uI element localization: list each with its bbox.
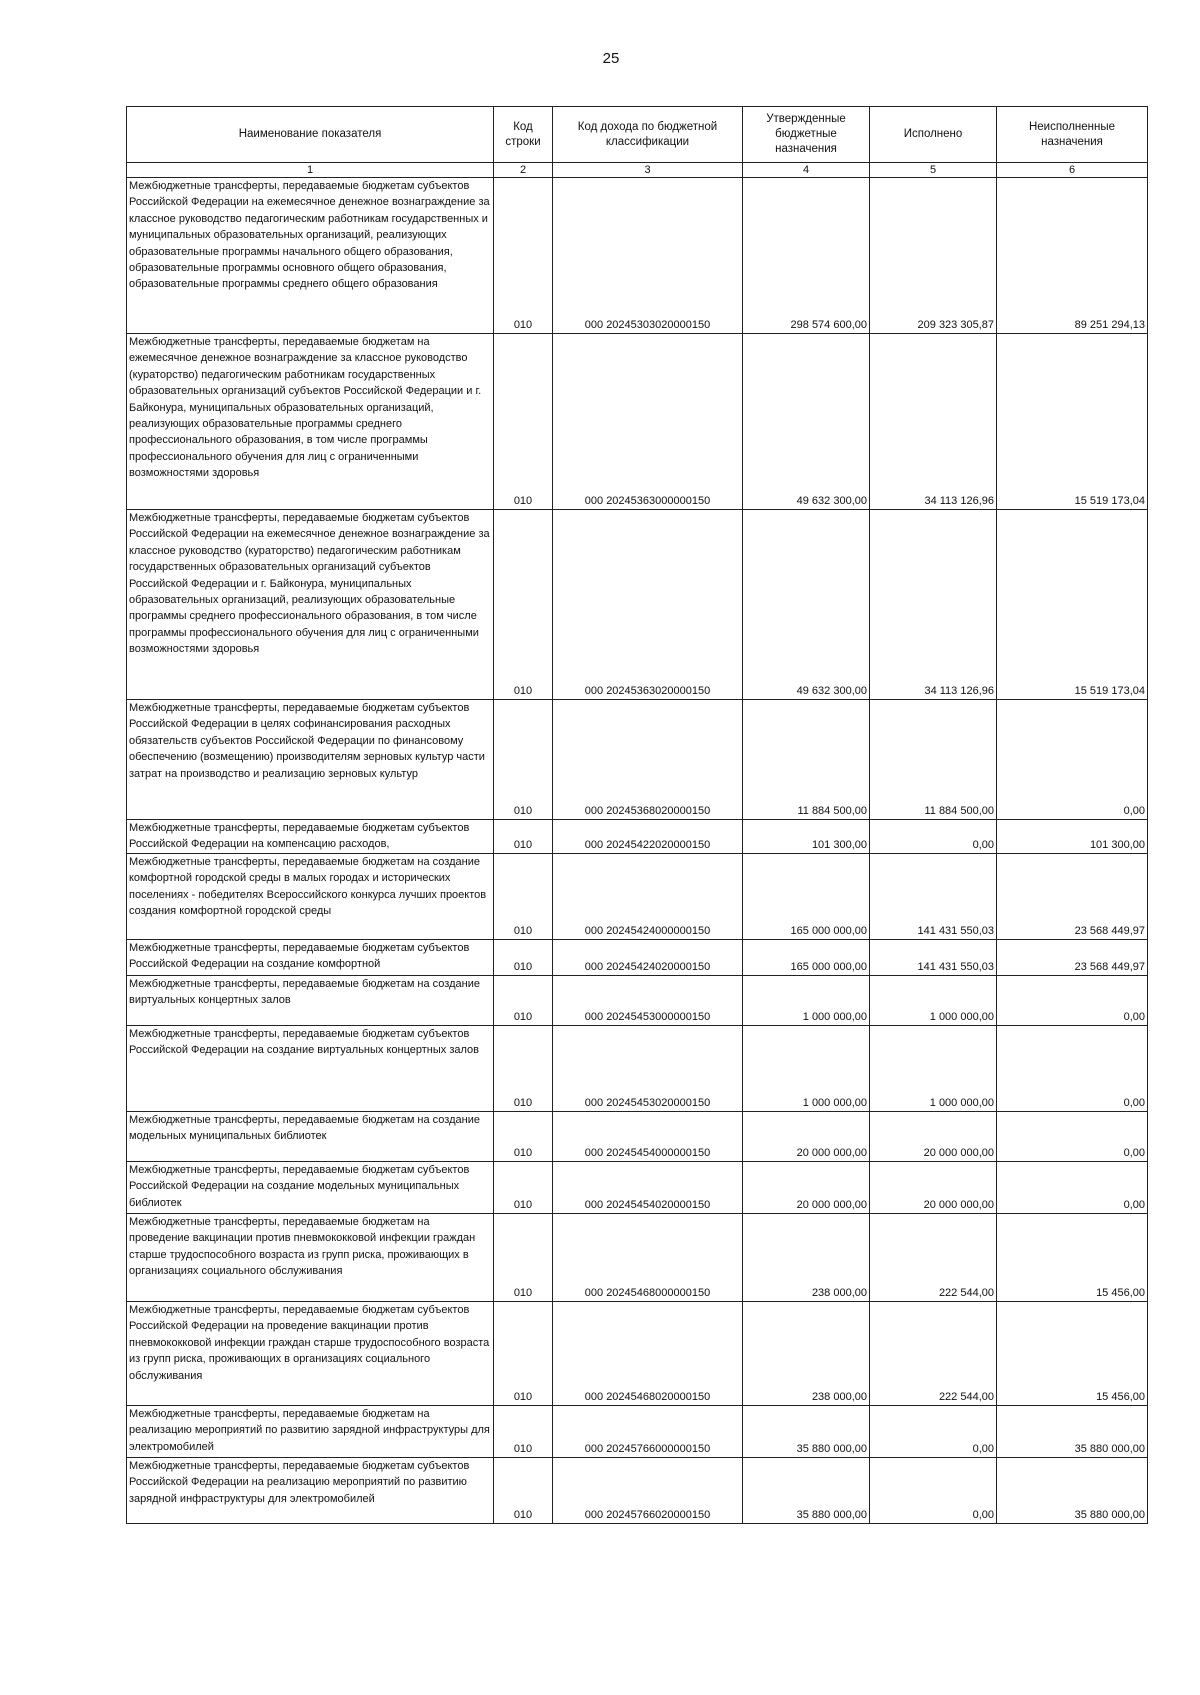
row-line-code: 010 bbox=[494, 1214, 553, 1302]
row-name: Межбюджетные трансферты, передаваемые бюджетам субъектов Российской Федерации на проведение вакцинации против пневмококковой инфекции граждан старше трудоспособного возраста из групп риска, проживающих в организациях социального обслуживания bbox=[127, 1302, 494, 1406]
row-unexecuted: 23 568 449,97 bbox=[997, 940, 1148, 976]
row-income-code: 000 20245468020000150 bbox=[553, 1302, 743, 1406]
row-approved: 238 000,00 bbox=[743, 1302, 870, 1406]
row-unexecuted: 35 880 000,00 bbox=[997, 1406, 1148, 1458]
row-unexecuted: 0,00 bbox=[997, 1026, 1148, 1112]
table-row bbox=[127, 1302, 1148, 1406]
row-income-code: 000 20245422020000150 bbox=[553, 820, 743, 854]
row-unexecuted: 35 880 000,00 bbox=[997, 1458, 1148, 1524]
table-row bbox=[127, 1458, 1148, 1524]
row-line-code: 010 bbox=[494, 1302, 553, 1406]
row-executed: 11 884 500,00 bbox=[870, 700, 997, 820]
row-unexecuted: 0,00 bbox=[997, 1112, 1148, 1162]
row-unexecuted: 15 456,00 bbox=[997, 1214, 1148, 1302]
row-income-code: 000 20245453000000150 bbox=[553, 976, 743, 1026]
row-approved: 20 000 000,00 bbox=[743, 1112, 870, 1162]
row-name: Межбюджетные трансферты, передаваемые бюджетам на создание модельных муниципальных библиотек bbox=[127, 1112, 494, 1162]
header-line-code: Код строки bbox=[494, 107, 553, 163]
row-executed: 34 113 126,96 bbox=[870, 334, 997, 510]
row-executed: 1 000 000,00 bbox=[870, 1026, 997, 1112]
row-approved: 20 000 000,00 bbox=[743, 1162, 870, 1214]
row-unexecuted: 0,00 bbox=[997, 700, 1148, 820]
table-row bbox=[127, 1214, 1148, 1302]
table-row bbox=[127, 510, 1148, 700]
row-approved: 165 000 000,00 bbox=[743, 854, 870, 940]
budget-execution-table bbox=[126, 106, 1148, 1524]
table-row bbox=[127, 820, 1148, 854]
row-name: Межбюджетные трансферты, передаваемые бюджетам субъектов Российской Федерации в целях софинансирования расходных обязательств субъектов Российской Федерации по финансовому обеспечению (возмещению) производителям зерновых культур части затрат на производство и реализацию зерновых культур bbox=[127, 700, 494, 820]
row-unexecuted: 101 300,00 bbox=[997, 820, 1148, 854]
row-unexecuted: 23 568 449,97 bbox=[997, 854, 1148, 940]
table-header-row bbox=[127, 107, 1148, 163]
row-line-code: 010 bbox=[494, 1458, 553, 1524]
row-executed: 222 544,00 bbox=[870, 1302, 997, 1406]
table-row bbox=[127, 976, 1148, 1026]
row-name: Межбюджетные трансферты, передаваемые бюджетам на создание комфортной городской среды в малых городах и исторических поселениях - победителях Всероссийского конкурса лучших проектов создания комфортной городской среды bbox=[127, 854, 494, 940]
row-approved: 35 880 000,00 bbox=[743, 1458, 870, 1524]
row-income-code: 000 20245454000000150 bbox=[553, 1112, 743, 1162]
row-name: Межбюджетные трансферты, передаваемые бюджетам на проведение вакцинации против пневмококковой инфекции граждан старше трудоспособного возраста из групп риска, проживающих в организациях социального обслуживания bbox=[127, 1214, 494, 1302]
table-row bbox=[127, 700, 1148, 820]
row-income-code: 000 20245363020000150 bbox=[553, 510, 743, 700]
table-row bbox=[127, 1406, 1148, 1458]
row-approved: 165 000 000,00 bbox=[743, 940, 870, 976]
header-executed: Исполнено bbox=[870, 107, 997, 163]
column-number: 2 bbox=[494, 163, 553, 178]
row-line-code: 010 bbox=[494, 854, 553, 940]
row-name: Межбюджетные трансферты, передаваемые бюджетам субъектов Российской Федерации на создание комфортной bbox=[127, 940, 494, 976]
column-number: 6 bbox=[997, 163, 1148, 178]
row-line-code: 010 bbox=[494, 1026, 553, 1112]
row-income-code: 000 20245424000000150 bbox=[553, 854, 743, 940]
row-name: Межбюджетные трансферты, передаваемые бюджетам субъектов Российской Федерации на реализацию мероприятий по развитию зарядной инфраструктуры для электромобилей bbox=[127, 1458, 494, 1524]
row-name: Межбюджетные трансферты, передаваемые бюджетам субъектов Российской Федерации на создание виртуальных концертных залов bbox=[127, 1026, 494, 1112]
table-row bbox=[127, 1112, 1148, 1162]
row-line-code: 010 bbox=[494, 510, 553, 700]
table-row bbox=[127, 1162, 1148, 1214]
column-number: 3 bbox=[553, 163, 743, 178]
column-number: 4 bbox=[743, 163, 870, 178]
row-line-code: 010 bbox=[494, 976, 553, 1026]
row-unexecuted: 15 519 173,04 bbox=[997, 510, 1148, 700]
row-income-code: 000 20245424020000150 bbox=[553, 940, 743, 976]
row-executed: 20 000 000,00 bbox=[870, 1162, 997, 1214]
row-approved: 238 000,00 bbox=[743, 1214, 870, 1302]
column-number: 5 bbox=[870, 163, 997, 178]
row-line-code: 010 bbox=[494, 334, 553, 510]
row-line-code: 010 bbox=[494, 1406, 553, 1458]
row-unexecuted: 89 251 294,13 bbox=[997, 178, 1148, 334]
row-executed: 222 544,00 bbox=[870, 1214, 997, 1302]
row-line-code: 010 bbox=[494, 700, 553, 820]
table-row bbox=[127, 1026, 1148, 1112]
row-approved: 1 000 000,00 bbox=[743, 976, 870, 1026]
header-income-code: Код дохода по бюджетной классификации bbox=[553, 107, 743, 163]
row-approved: 101 300,00 bbox=[743, 820, 870, 854]
table-row bbox=[127, 940, 1148, 976]
row-income-code: 000 20245303020000150 bbox=[553, 178, 743, 334]
table-row bbox=[127, 178, 1148, 334]
row-income-code: 000 20245468000000150 bbox=[553, 1214, 743, 1302]
row-unexecuted: 15 456,00 bbox=[997, 1302, 1148, 1406]
row-line-code: 010 bbox=[494, 1162, 553, 1214]
row-approved: 11 884 500,00 bbox=[743, 700, 870, 820]
row-executed: 209 323 305,87 bbox=[870, 178, 997, 334]
column-number-row bbox=[127, 163, 1148, 178]
row-income-code: 000 20245766000000150 bbox=[553, 1406, 743, 1458]
column-number: 1 bbox=[127, 163, 494, 178]
row-executed: 141 431 550,03 bbox=[870, 940, 997, 976]
row-unexecuted: 0,00 bbox=[997, 1162, 1148, 1214]
row-name: Межбюджетные трансферты, передаваемые бюджетам субъектов Российской Федерации на компенсацию расходов, bbox=[127, 820, 494, 854]
row-executed: 20 000 000,00 bbox=[870, 1112, 997, 1162]
row-name: Межбюджетные трансферты, передаваемые бюджетам субъектов Российской Федерации на ежемесячное денежное вознаграждение за классное руководство (кураторство) педагогическим работникам государственных образовательных организаций субъектов Российской Федерации и г. Байконура, муниципальных образовательных организаций, реализующих образовательные программы среднего профессионального образования, в том числе программы профессионального обучения для лиц с ограниченными возможностями здоровья bbox=[127, 510, 494, 700]
page-number: 25 bbox=[602, 50, 620, 67]
row-approved: 298 574 600,00 bbox=[743, 178, 870, 334]
row-executed: 0,00 bbox=[870, 820, 997, 854]
header-unexecuted: Неисполненные назначения bbox=[997, 107, 1148, 163]
row-name: Межбюджетные трансферты, передаваемые бюджетам субъектов Российской Федерации на ежемесячное денежное вознаграждение за классное руководство педагогическим работникам государственных и муниципальных образовательных организаций, реализующих образовательные программы начального общего образования, образовательные программы основного общего образования, образовательные программы среднего общего образования bbox=[127, 178, 494, 334]
row-unexecuted: 15 519 173,04 bbox=[997, 334, 1148, 510]
row-unexecuted: 0,00 bbox=[997, 976, 1148, 1026]
row-income-code: 000 20245363000000150 bbox=[553, 334, 743, 510]
header-approved: Утвержденные бюджетные назначения bbox=[743, 107, 870, 163]
row-executed: 141 431 550,03 bbox=[870, 854, 997, 940]
row-executed: 34 113 126,96 bbox=[870, 510, 997, 700]
row-name: Межбюджетные трансферты, передаваемые бюджетам на ежемесячное денежное вознаграждение за классное руководство (кураторство) педагогическим работникам государственных образовательных организаций субъектов Российской Федерации и г. Байконура, муниципальных образовательных организаций, реализующих образовательные программы среднего профессионального образования, в том числе программы профессионального обучения для лиц с ограниченными возможностями здоровья bbox=[127, 334, 494, 510]
row-approved: 1 000 000,00 bbox=[743, 1026, 870, 1112]
table-row bbox=[127, 854, 1148, 940]
row-executed: 0,00 bbox=[870, 1458, 997, 1524]
row-line-code: 010 bbox=[494, 1112, 553, 1162]
row-approved: 49 632 300,00 bbox=[743, 510, 870, 700]
table-row bbox=[127, 334, 1148, 510]
row-income-code: 000 20245766020000150 bbox=[553, 1458, 743, 1524]
row-line-code: 010 bbox=[494, 178, 553, 334]
row-name: Межбюджетные трансферты, передаваемые бюджетам субъектов Российской Федерации на создание модельных муниципальных библиотек bbox=[127, 1162, 494, 1214]
table-body bbox=[127, 178, 1148, 1524]
row-line-code: 010 bbox=[494, 940, 553, 976]
row-name: Межбюджетные трансферты, передаваемые бюджетам на создание виртуальных концертных залов bbox=[127, 976, 494, 1026]
row-approved: 49 632 300,00 bbox=[743, 334, 870, 510]
row-line-code: 010 bbox=[494, 820, 553, 854]
row-name: Межбюджетные трансферты, передаваемые бюджетам на реализацию мероприятий по развитию зарядной инфраструктуры для электромобилей bbox=[127, 1406, 494, 1458]
header-name: Наименование показателя bbox=[127, 107, 494, 163]
row-approved: 35 880 000,00 bbox=[743, 1406, 870, 1458]
row-income-code: 000 20245453020000150 bbox=[553, 1026, 743, 1112]
row-executed: 0,00 bbox=[870, 1406, 997, 1458]
row-executed: 1 000 000,00 bbox=[870, 976, 997, 1026]
row-income-code: 000 20245368020000150 bbox=[553, 700, 743, 820]
row-income-code: 000 20245454020000150 bbox=[553, 1162, 743, 1214]
